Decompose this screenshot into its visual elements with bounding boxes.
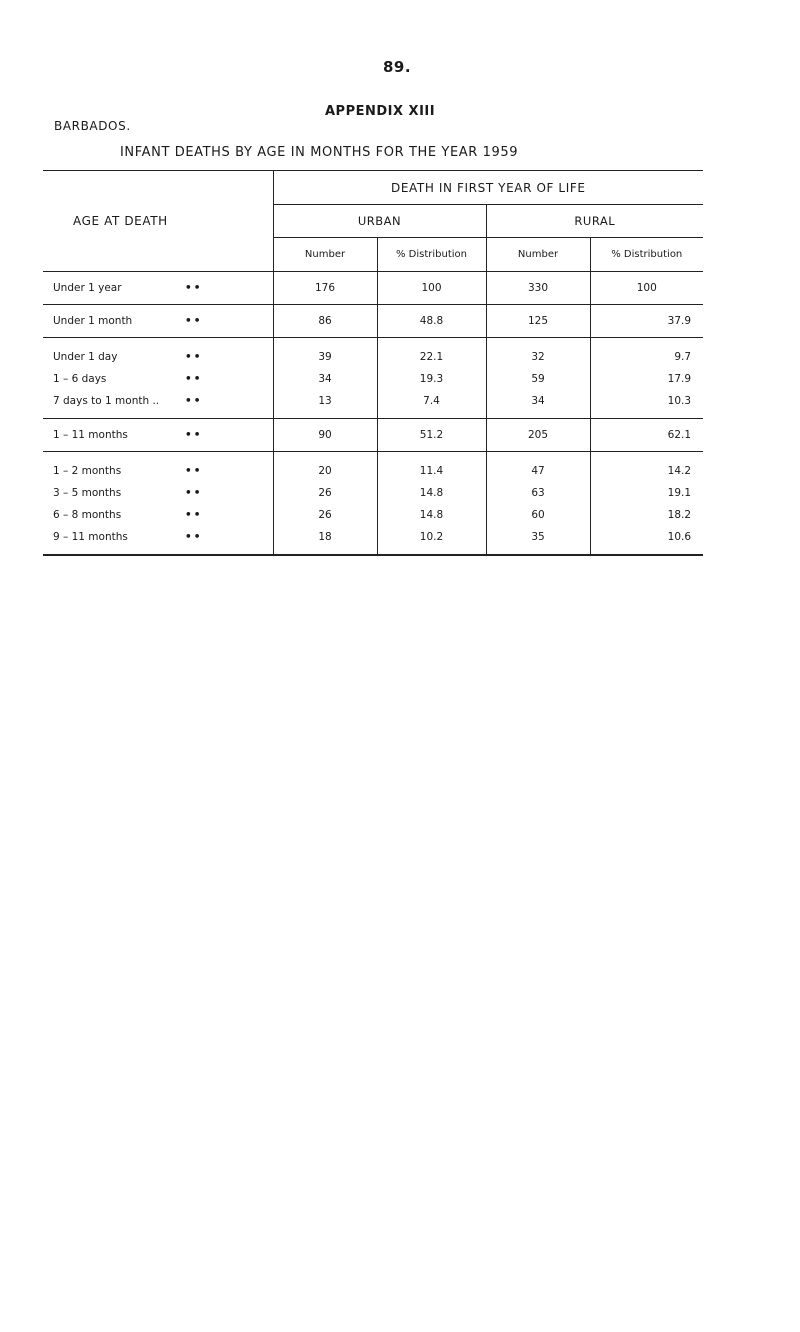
table-title: INFANT DEATHS BY AGE IN MONTHS FOR THE YEAR 1959 bbox=[120, 145, 519, 160]
urban-number-cell: 18 bbox=[273, 526, 377, 555]
urban-pct-cell: 51.2 bbox=[377, 419, 486, 452]
urban-pct-cell: 100 bbox=[377, 272, 486, 305]
table-row bbox=[43, 338, 703, 369]
table-row bbox=[43, 390, 703, 419]
infant-deaths-table bbox=[43, 170, 703, 556]
urban-number-cell: 176 bbox=[273, 272, 377, 305]
row-label: Under 1 year bbox=[53, 282, 122, 294]
urban-number-cell: 34 bbox=[273, 368, 377, 390]
rural-pct-cell: 100 bbox=[590, 272, 703, 305]
rural-number-cell: 47 bbox=[486, 452, 590, 483]
row-label: 7 days to 1 month .. bbox=[53, 395, 160, 407]
table-row bbox=[43, 368, 703, 390]
page-number: 89. bbox=[383, 58, 412, 76]
rural-number-cell: 330 bbox=[486, 272, 590, 305]
rural-pct-cell: 10.3 bbox=[590, 390, 703, 419]
row-label: 9 – 11 months bbox=[53, 531, 128, 543]
rural-pct-header: % Distribution bbox=[590, 238, 703, 272]
rural-pct-cell: 19.1 bbox=[590, 482, 703, 504]
rural-number-cell: 59 bbox=[486, 368, 590, 390]
urban-header: URBAN bbox=[273, 205, 486, 238]
appendix-title: APPENDIX XIII bbox=[325, 104, 436, 119]
table-row bbox=[43, 272, 703, 305]
urban-number-cell: 20 bbox=[273, 452, 377, 483]
leader-dots: •• bbox=[185, 395, 203, 407]
urban-number-cell: 26 bbox=[273, 504, 377, 526]
urban-pct-cell: 48.8 bbox=[377, 305, 486, 338]
urban-number-cell: 13 bbox=[273, 390, 377, 419]
rural-number-cell: 125 bbox=[486, 305, 590, 338]
rural-header: RURAL bbox=[486, 205, 703, 238]
country-label: BARBADOS. bbox=[54, 119, 131, 133]
leader-dots: •• bbox=[185, 282, 203, 294]
urban-pct-cell: 19.3 bbox=[377, 368, 486, 390]
rural-pct-cell: 9.7 bbox=[590, 338, 703, 369]
rural-pct-cell: 18.2 bbox=[590, 504, 703, 526]
leader-dots: •• bbox=[185, 465, 203, 477]
rural-pct-cell: 10.6 bbox=[590, 526, 703, 555]
row-label: 1 – 6 days bbox=[53, 373, 107, 385]
leader-dots: •• bbox=[185, 315, 203, 327]
urban-pct-cell: 22.1 bbox=[377, 338, 486, 369]
urban-number-cell: 90 bbox=[273, 419, 377, 452]
row-label: 1 – 11 months bbox=[53, 429, 128, 441]
leader-dots: •• bbox=[185, 373, 203, 385]
table-row bbox=[43, 504, 703, 526]
table-row bbox=[43, 419, 703, 452]
urban-number-cell: 86 bbox=[273, 305, 377, 338]
leader-dots: •• bbox=[185, 509, 203, 521]
row-label: 3 – 5 months bbox=[53, 487, 122, 499]
death-first-year-header: DEATH IN FIRST YEAR OF LIFE bbox=[273, 171, 703, 205]
age-at-death-header: AGE AT DEATH bbox=[43, 171, 273, 272]
rural-pct-cell: 62.1 bbox=[590, 419, 703, 452]
rural-pct-cell: 37.9 bbox=[590, 305, 703, 338]
rural-number-cell: 60 bbox=[486, 504, 590, 526]
rural-number-cell: 35 bbox=[486, 526, 590, 555]
urban-number-header: Number bbox=[273, 238, 377, 272]
leader-dots: •• bbox=[185, 487, 203, 499]
urban-pct-cell: 14.8 bbox=[377, 504, 486, 526]
table-row bbox=[43, 452, 703, 483]
urban-pct-cell: 11.4 bbox=[377, 452, 486, 483]
urban-pct-cell: 7.4 bbox=[377, 390, 486, 419]
rural-number-cell: 63 bbox=[486, 482, 590, 504]
row-label: Under 1 month bbox=[53, 315, 133, 327]
urban-pct-cell: 14.8 bbox=[377, 482, 486, 504]
rural-number-cell: 34 bbox=[486, 390, 590, 419]
rural-pct-cell: 14.2 bbox=[590, 452, 703, 483]
leader-dots: •• bbox=[185, 429, 203, 441]
urban-pct-header: % Distribution bbox=[377, 238, 486, 272]
row-label: 6 – 8 months bbox=[53, 509, 122, 521]
rural-pct-cell: 17.9 bbox=[590, 368, 703, 390]
urban-number-cell: 39 bbox=[273, 338, 377, 369]
table-row bbox=[43, 305, 703, 338]
rural-number-cell: 205 bbox=[486, 419, 590, 452]
leader-dots: •• bbox=[185, 531, 203, 543]
urban-number-cell: 26 bbox=[273, 482, 377, 504]
table-row bbox=[43, 482, 703, 504]
row-label: Under 1 day bbox=[53, 351, 118, 363]
urban-pct-cell: 10.2 bbox=[377, 526, 486, 555]
row-label: 1 – 2 months bbox=[53, 465, 122, 477]
table-row bbox=[43, 526, 703, 555]
rural-number-header: Number bbox=[486, 238, 590, 272]
rural-number-cell: 32 bbox=[486, 338, 590, 369]
leader-dots: •• bbox=[185, 351, 203, 363]
